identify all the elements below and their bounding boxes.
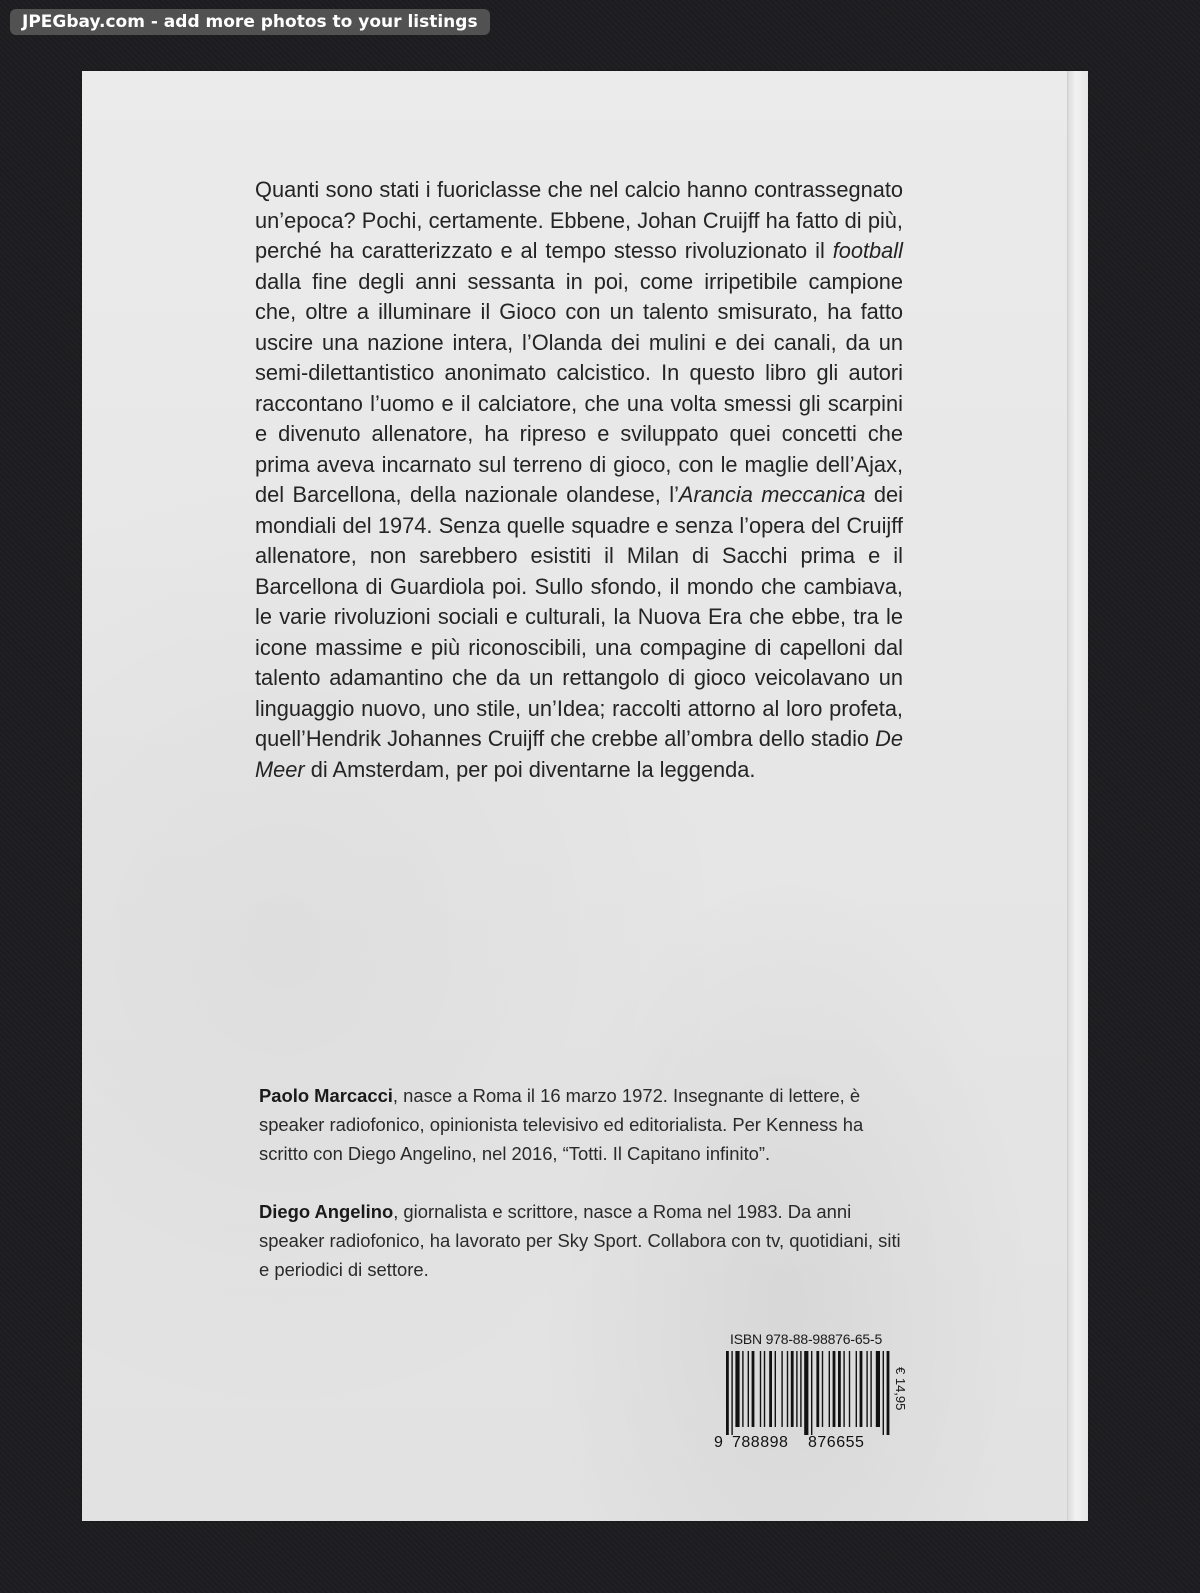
barcode-bar <box>748 1351 749 1427</box>
author-name: Diego Angelino <box>259 1201 394 1222</box>
barcode-bar <box>887 1351 890 1435</box>
blurb-text <box>255 175 903 785</box>
isbn-label: ISBN 978-88-98876-65-5 <box>730 1331 883 1347</box>
author-bio-text: , nasce a Roma il 16 marzo 1972. Insegnante di lettere, è speaker radiofonico, opinionista televisivo ed editorialista. Per Kenness ha scritto con Diego Angelino, nel 2016, “Totti. Il Capitano infinito”. <box>259 1085 864 1164</box>
barcode-bar <box>866 1351 867 1427</box>
barcode-bar <box>811 1351 812 1435</box>
barcode-bar <box>731 1351 732 1435</box>
barcode-bar <box>735 1351 739 1427</box>
blurb-italic-arancia: Arancia meccanica <box>678 482 866 507</box>
blurb-part-1: Quanti sono stati i fuoriclasse che nel calcio hanno contrassegnato un’epoca? Pochi, certamente. Ebbene, Johan Cruijff ha fatto di più, perché ha caratterizzato e al tempo stesso rivoluzionato il <box>255 177 903 263</box>
barcode-bar <box>816 1351 819 1427</box>
barcode-bar <box>764 1351 765 1427</box>
barcode-bar <box>829 1351 830 1427</box>
blurb-part-3: dei mondiali del 1974. Senza quelle squadre e senza l’opera del Cruijff allenatore, non sarebbero esistiti il Milan di Sacchi prima e il Barcellona di Guardiola poi. Sullo sfondo, il mondo che cambiava, le varie rivoluzioni sociali e culturali, la Nuova Era che ebbe, tra le icone massime e più riconoscibili, una compagine di capelloni dal talento adamantino che da un rettangolo di gioco veicolavano un linguaggio nuovo, uno stile, un’Idea; raccolti attorno al loro profeta, quell’Hendrik Johannes Cruijff che crebbe all’ombra dello stadio <box>255 482 903 751</box>
blurb-italic-de-meer: De Meer <box>255 726 903 782</box>
blurb-part-4: di Amsterdam, per poi diventarne la leggenda. <box>304 756 756 782</box>
barcode-bar <box>800 1351 801 1427</box>
barcode-bar <box>849 1351 850 1427</box>
watermark-banner: JPEGbay.com - add more photos to your listings <box>10 9 490 35</box>
barcode-bar <box>769 1351 772 1427</box>
barcode-digits-left: 788898 <box>732 1434 789 1451</box>
barcode-graphic <box>712 1351 912 1451</box>
price-label: € 14,95 <box>893 1367 908 1411</box>
barcode-bar <box>775 1351 776 1427</box>
barcode-bar <box>860 1351 863 1427</box>
author-bio-text: , giornalista e scrittore, nasce a Roma nel 1983. Da anni speaker radiofonico, ha lavorato per Sky Sport. Collabora con tv, quotidiani, siti e periodici di settore. <box>259 1201 901 1280</box>
barcode-bar <box>838 1351 841 1427</box>
barcode-bar <box>781 1351 782 1427</box>
barcode-bar <box>760 1351 761 1427</box>
blurb-part-2: dalla fine degli anni sessanta in poi, come irripetibile campione che, oltre a illuminare il Gioco con un talento smisurato, ha fatto uscire una nazione intera, l’Olanda dei mulini e dei canali, da un semi-dilettantistico anonimato calcistico. In questo libro gli autori raccontano l’uomo e il calciatore, che una volta smessi gli scarpini e divenuto allenatore, ha ripreso e sviluppato quei concetti che prima aveva incarnato sul terreno di gioco, con le maglie dell’Ajax, del Barcellona, della nazionale olandese, l’ <box>255 268 903 507</box>
book-back-cover <box>82 71 1088 1521</box>
author-bio-marcacci <box>259 1081 907 1168</box>
page-edge <box>1067 71 1088 1521</box>
barcode-bar <box>752 1351 755 1427</box>
barcode-bar <box>876 1351 880 1427</box>
barcode-bar <box>791 1351 794 1427</box>
barcode-bar <box>742 1351 743 1427</box>
author-name: Paolo Marcacci <box>259 1085 393 1106</box>
barcode-bar <box>833 1351 836 1427</box>
barcode-bar <box>787 1351 788 1427</box>
blurb-italic-football: football <box>832 238 903 263</box>
barcode-bar <box>856 1351 857 1427</box>
barcode-bar <box>726 1351 729 1435</box>
barcode-bar <box>883 1351 884 1435</box>
barcode-bar <box>804 1351 808 1435</box>
barcode-bar <box>843 1351 844 1427</box>
barcode-digits-right: 876655 <box>808 1434 865 1451</box>
barcode-block <box>712 1331 952 1451</box>
barcode-bar <box>796 1351 797 1427</box>
barcode-bar <box>822 1351 823 1427</box>
barcode-digit-lead: 9 <box>714 1434 723 1451</box>
author-bio-angelino <box>259 1197 907 1284</box>
barcode-bar <box>870 1351 871 1427</box>
